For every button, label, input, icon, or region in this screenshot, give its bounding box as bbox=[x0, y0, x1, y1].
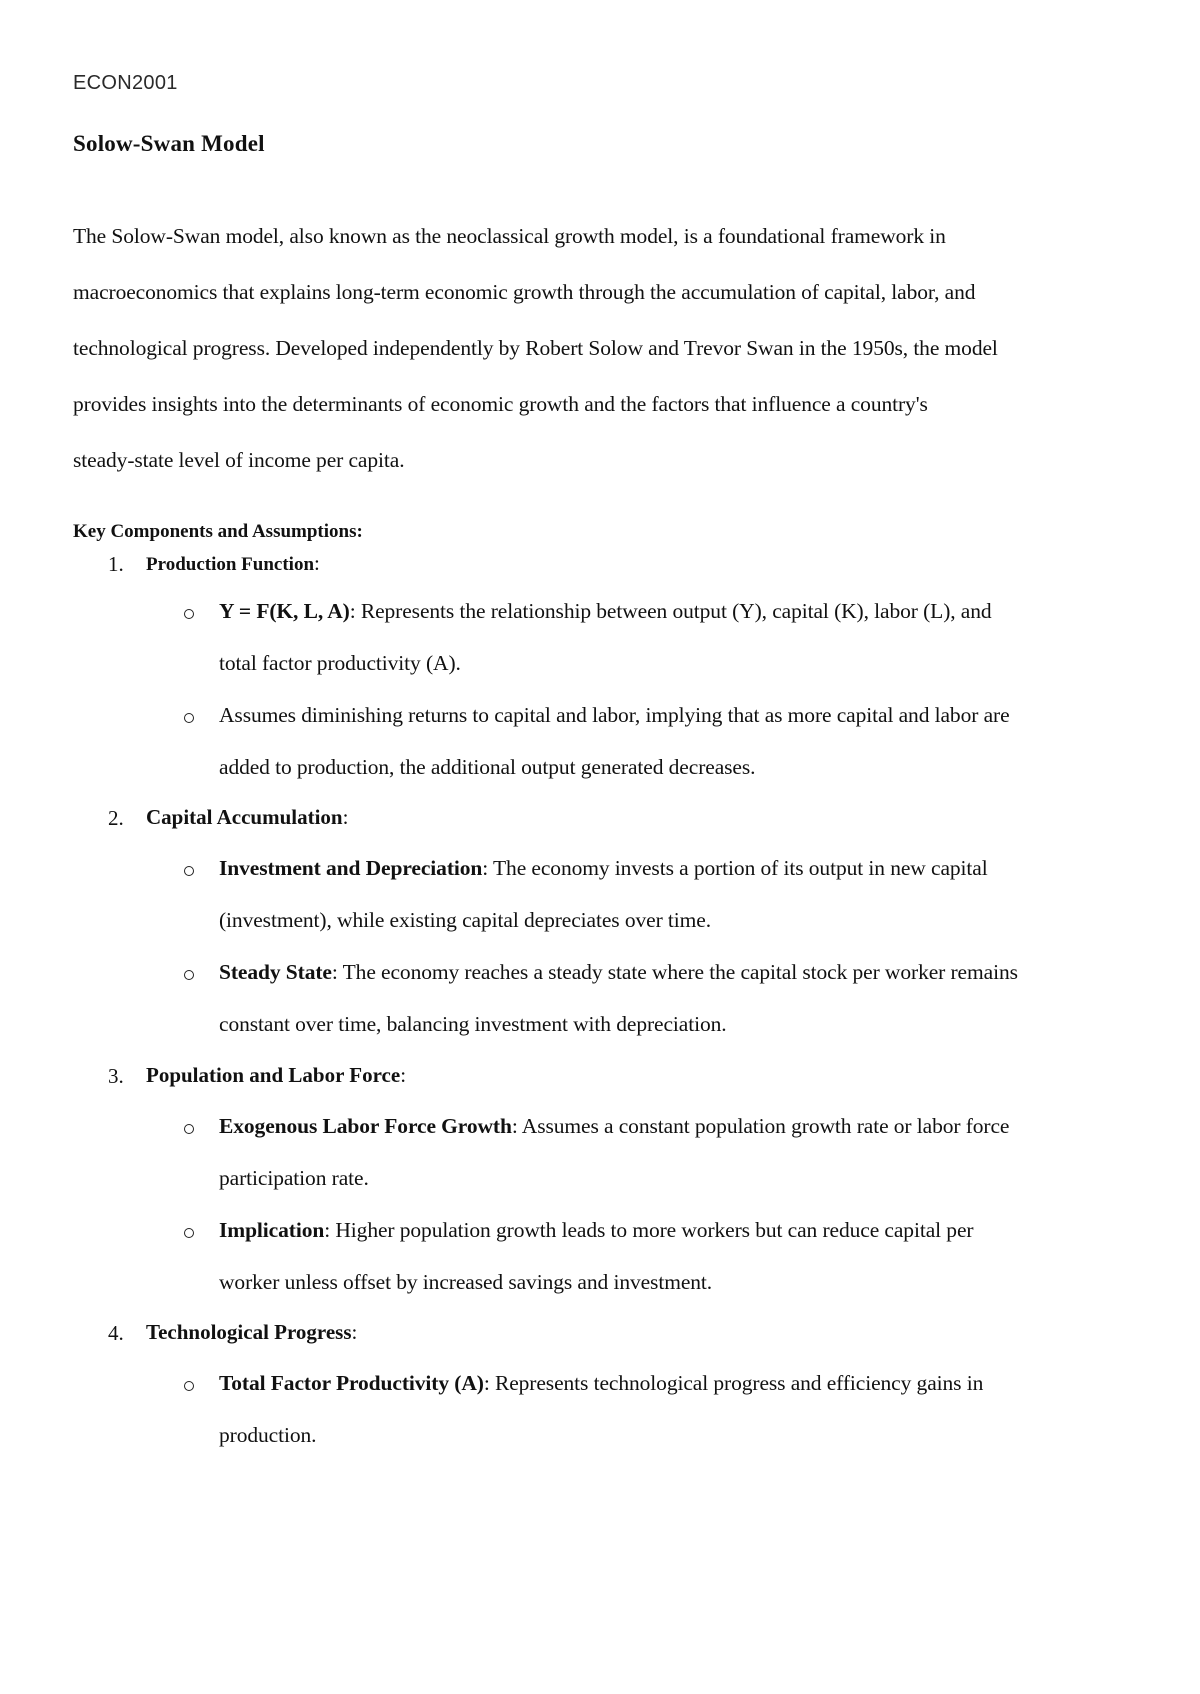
page-title: Solow-Swan Model bbox=[73, 131, 265, 156]
component-suffix: : bbox=[400, 1063, 407, 1087]
component-heading bbox=[146, 1320, 357, 1345]
bullet-icon bbox=[184, 1124, 194, 1134]
component-title: Production Function bbox=[146, 554, 315, 575]
bullet-icon bbox=[184, 1381, 194, 1391]
component-suffix: : bbox=[314, 551, 320, 575]
list-number: 1. bbox=[108, 552, 124, 576]
intro-line: steady-state level of income per capita. bbox=[73, 448, 405, 472]
bullet-text: : The economy reaches a steady state where the capital stock per worker remains bbox=[331, 960, 1018, 984]
bullet-term: Investment and Depreciation bbox=[219, 856, 483, 880]
bullet-icon bbox=[184, 1228, 194, 1238]
component-title: Technological Progress bbox=[146, 1320, 352, 1344]
course-code: ECON2001 bbox=[73, 72, 178, 94]
component-heading bbox=[146, 551, 320, 576]
list-number: 3. bbox=[108, 1064, 124, 1088]
bullet-text: : The economy invests a portion of its output in new capital bbox=[482, 856, 988, 880]
bullet-term: Steady State bbox=[219, 960, 332, 984]
list-number: 2. bbox=[108, 806, 124, 830]
bullet-continuation: participation rate. bbox=[219, 1166, 369, 1190]
bullet-text: : Assumes a constant population growth rate or labor force bbox=[511, 1114, 1010, 1138]
section-heading: Key Components and Assumptions: bbox=[73, 521, 363, 542]
bullet-line bbox=[219, 599, 992, 624]
bullet-icon bbox=[184, 866, 194, 876]
bullet-line bbox=[219, 1371, 983, 1396]
bullet-line bbox=[219, 1114, 1009, 1139]
bullet-line bbox=[219, 960, 1018, 985]
bullet-line bbox=[219, 856, 988, 881]
bullet-continuation: worker unless offset by increased savings and investment. bbox=[219, 1270, 713, 1294]
intro-line: macroeconomics that explains long-term economic growth through the accumulation of capital, labor, and bbox=[73, 280, 976, 304]
bullet-continuation: total factor productivity (A). bbox=[219, 651, 461, 675]
bullet-continuation: production. bbox=[219, 1423, 317, 1447]
component-suffix: : bbox=[351, 1320, 358, 1344]
bullet-text: : Higher population growth leads to more workers but can reduce capital per bbox=[324, 1218, 974, 1242]
component-heading bbox=[146, 805, 348, 830]
component-suffix: : bbox=[342, 805, 349, 829]
intro-line: provides insights into the determinants of economic growth and the factors that influence a country's bbox=[73, 392, 928, 416]
bullet-continuation: added to production, the additional output generated decreases. bbox=[219, 755, 756, 779]
bullet-term: Y = F(K, L, A) bbox=[219, 599, 350, 623]
bullet-term: Total Factor Productivity (A) bbox=[219, 1371, 484, 1395]
bullet-continuation: (investment), while existing capital depreciates over time. bbox=[219, 908, 712, 932]
bullet-term: Implication bbox=[219, 1218, 325, 1242]
bullet-term: Exogenous Labor Force Growth bbox=[219, 1114, 512, 1138]
bullet-text: : Represents the relationship between output (Y), capital (K), labor (L), and bbox=[349, 599, 992, 623]
bullet-line bbox=[219, 1218, 973, 1243]
component-title: Capital Accumulation bbox=[146, 805, 343, 829]
list-number: 4. bbox=[108, 1321, 124, 1345]
intro-line: technological progress. Developed independently by Robert Solow and Trevor Swan in the 1950s, the model bbox=[73, 336, 998, 360]
component-heading bbox=[146, 1063, 406, 1088]
intro-paragraph bbox=[73, 208, 1153, 488]
bullet-icon bbox=[184, 970, 194, 980]
bullet-text: : Represents technological progress and efficiency gains in bbox=[483, 1371, 984, 1395]
bullet-icon bbox=[184, 713, 194, 723]
bullet-continuation: constant over time, balancing investment with depreciation. bbox=[219, 1012, 727, 1036]
bullet-line: Assumes diminishing returns to capital and labor, implying that as more capital and labor are bbox=[219, 703, 1010, 727]
component-title: Population and Labor Force bbox=[146, 1063, 401, 1087]
intro-line: The Solow-Swan model, also known as the neoclassical growth model, is a foundational framework in bbox=[73, 224, 946, 248]
bullet-icon bbox=[184, 609, 194, 619]
